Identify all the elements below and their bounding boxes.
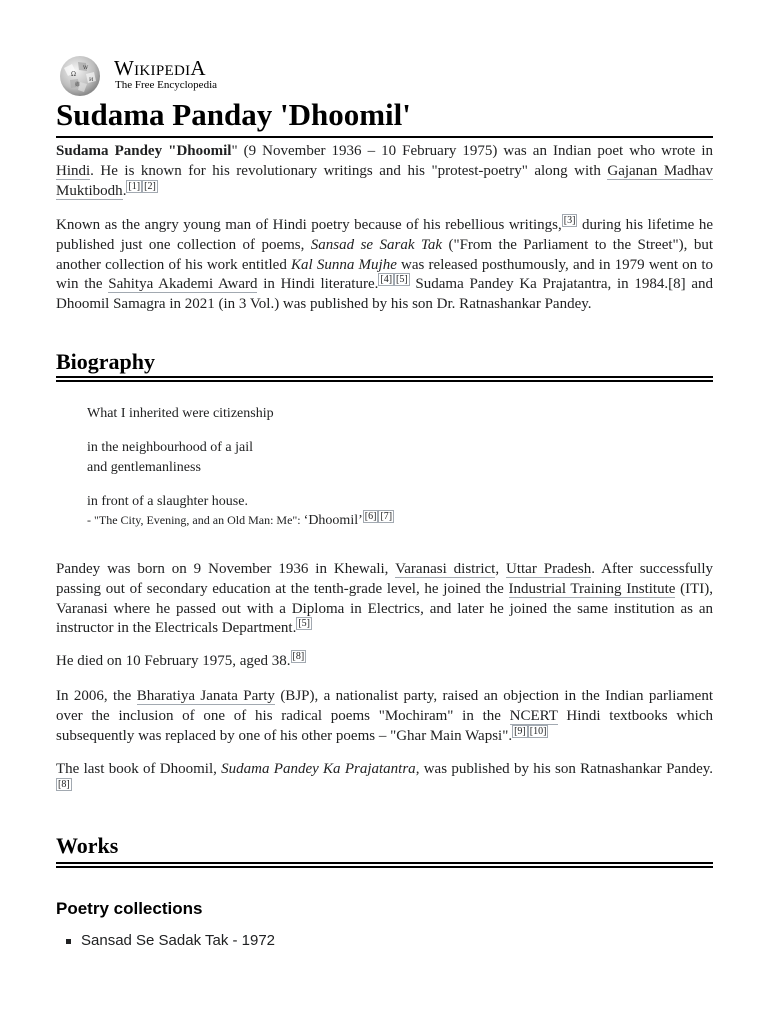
link-varanasi-district[interactable]: Varanasi district (395, 561, 496, 577)
poem-line: in the neighbourhood of a jail (87, 440, 254, 455)
poem-credit: - "The City, Evening, and an Old Man: Me": ‘Dhoomil’ [6] [7] (87, 511, 393, 528)
wikipedia-wordmark: WIKIPEDIA (114, 56, 206, 80)
ref-10[interactable]: [10] (529, 725, 547, 737)
ref-2[interactable]: [2] (144, 180, 156, 192)
poem-line: and gentlemanliness (87, 460, 201, 475)
link-uttar-pradesh[interactable]: Uttar Pradesh (506, 561, 592, 577)
biography-paragraph-4: The last book of Dhoomil, Sudama Pandey Ka Prajatantra, was published by his son Ratnashankar Pandey.[8] (56, 761, 714, 790)
link-gajanan-madhav-muktibodh[interactable]: Gajanan Madhav Muktibodh (56, 162, 713, 199)
legacy-paragraph: Known as the angry young man of Hindi poetry because of his rebellious writings, [3] during his lifetime he published just one collection of poems, Sansad se Sarak Tak ("From the Parliament to the Street"), but another collection of his work entitled Kal Sunna Mujhe was released posthumously, and in 1979 went on to win the Sahitya Akademi Award in Hindi literature. [4] [5] Sudama Pandey Ka Prajatantra, in 1984.[8] and Dhoomil Samagra in 2021 (in 3 Vol.) was published by his son Dr. Ratnashankar Pandey. (56, 215, 714, 313)
link-bharatiya-janata-party[interactable]: Bharatiya Janata Party (136, 688, 275, 704)
poem-line: What I inherited were citizenship (87, 406, 274, 421)
wikipedia-logo[interactable] (56, 54, 256, 98)
ref-1[interactable]: [1] (128, 180, 141, 192)
heading-works: Works (56, 833, 119, 858)
biography-paragraph-3: In 2006, the Bharatiya Janata Party (BJP), a nationalist party, raised an objection in the Indian parliament over the inclusion of one of his radical poems "Mochiram" in the NCERT Hindi textbooks which subsequently was replaced by one of his other poems – "Ghar Main Wapsi". [9] [10] (56, 688, 714, 744)
page-title: Sudama Panday 'Dhoomil' (56, 97, 411, 132)
ref-6[interactable]: [6] (364, 511, 377, 522)
poetry-collections-list (56, 931, 275, 951)
ref-5[interactable]: [5] (298, 618, 311, 630)
biography-paragraph-1: Pandey was born on 9 November 1936 in Khewali, Varanasi district, Uttar Pradesh. After successfully passing out of secondary education at the tenth-grade level, he joined the Industrial Training Institute (ITI), Varanasi where he passed out with a Diploma in Electrics, and later he joined the same institution as an instructor in the Electricals Department. [5] (56, 561, 714, 637)
ref-5[interactable]: [5] (396, 274, 408, 286)
wikipedia-globe-icon (56, 54, 104, 98)
link-industrial-training-institute[interactable]: Industrial Training Institute (508, 580, 676, 597)
link-ncert[interactable]: NCERT (509, 707, 558, 724)
ref-8[interactable]: [8] (292, 651, 305, 662)
link-hindi[interactable]: Hindi (56, 162, 91, 179)
ref-7[interactable]: [7] (380, 511, 393, 522)
biography-paragraph-2: He died on 10 February 1975, aged 38. [8] (56, 651, 305, 669)
title-divider (56, 136, 713, 138)
heading-biography: Biography (56, 349, 156, 374)
ref-3[interactable]: [3] (563, 215, 576, 226)
biography-divider (56, 376, 713, 382)
list-item: Sansad Se Sadak Tak - 1972 (56, 931, 275, 951)
works-divider (56, 862, 713, 868)
ref-4[interactable]: [4] (380, 274, 393, 286)
heading-poetry-collections: Poetry collections (56, 899, 203, 918)
link-sahitya-akademi-award[interactable]: Sahitya Akademi Award (108, 276, 258, 293)
tagline: The Free Encyclopedia (115, 79, 218, 91)
svg-text:Ω: Ω (71, 71, 76, 78)
intro-paragraph: Sudama Pandey "Dhoomil" (9 November 1936 – 10 February 1975) was an Indian poet who wrote in Hindi. He is known for his revolutionary writings and his "protest-poetry" along with Gajanan Madhav Muktibodh. [1] [2] (56, 143, 713, 199)
svg-text:W: W (83, 65, 89, 71)
poem-line: in front of a slaughter house. (87, 494, 248, 509)
ref-8[interactable]: [8] (58, 778, 70, 790)
svg-text:維: 維 (75, 82, 81, 88)
svg-text:И: И (89, 77, 94, 83)
bullet-icon (66, 939, 71, 944)
ref-9[interactable]: [9] (514, 725, 526, 737)
